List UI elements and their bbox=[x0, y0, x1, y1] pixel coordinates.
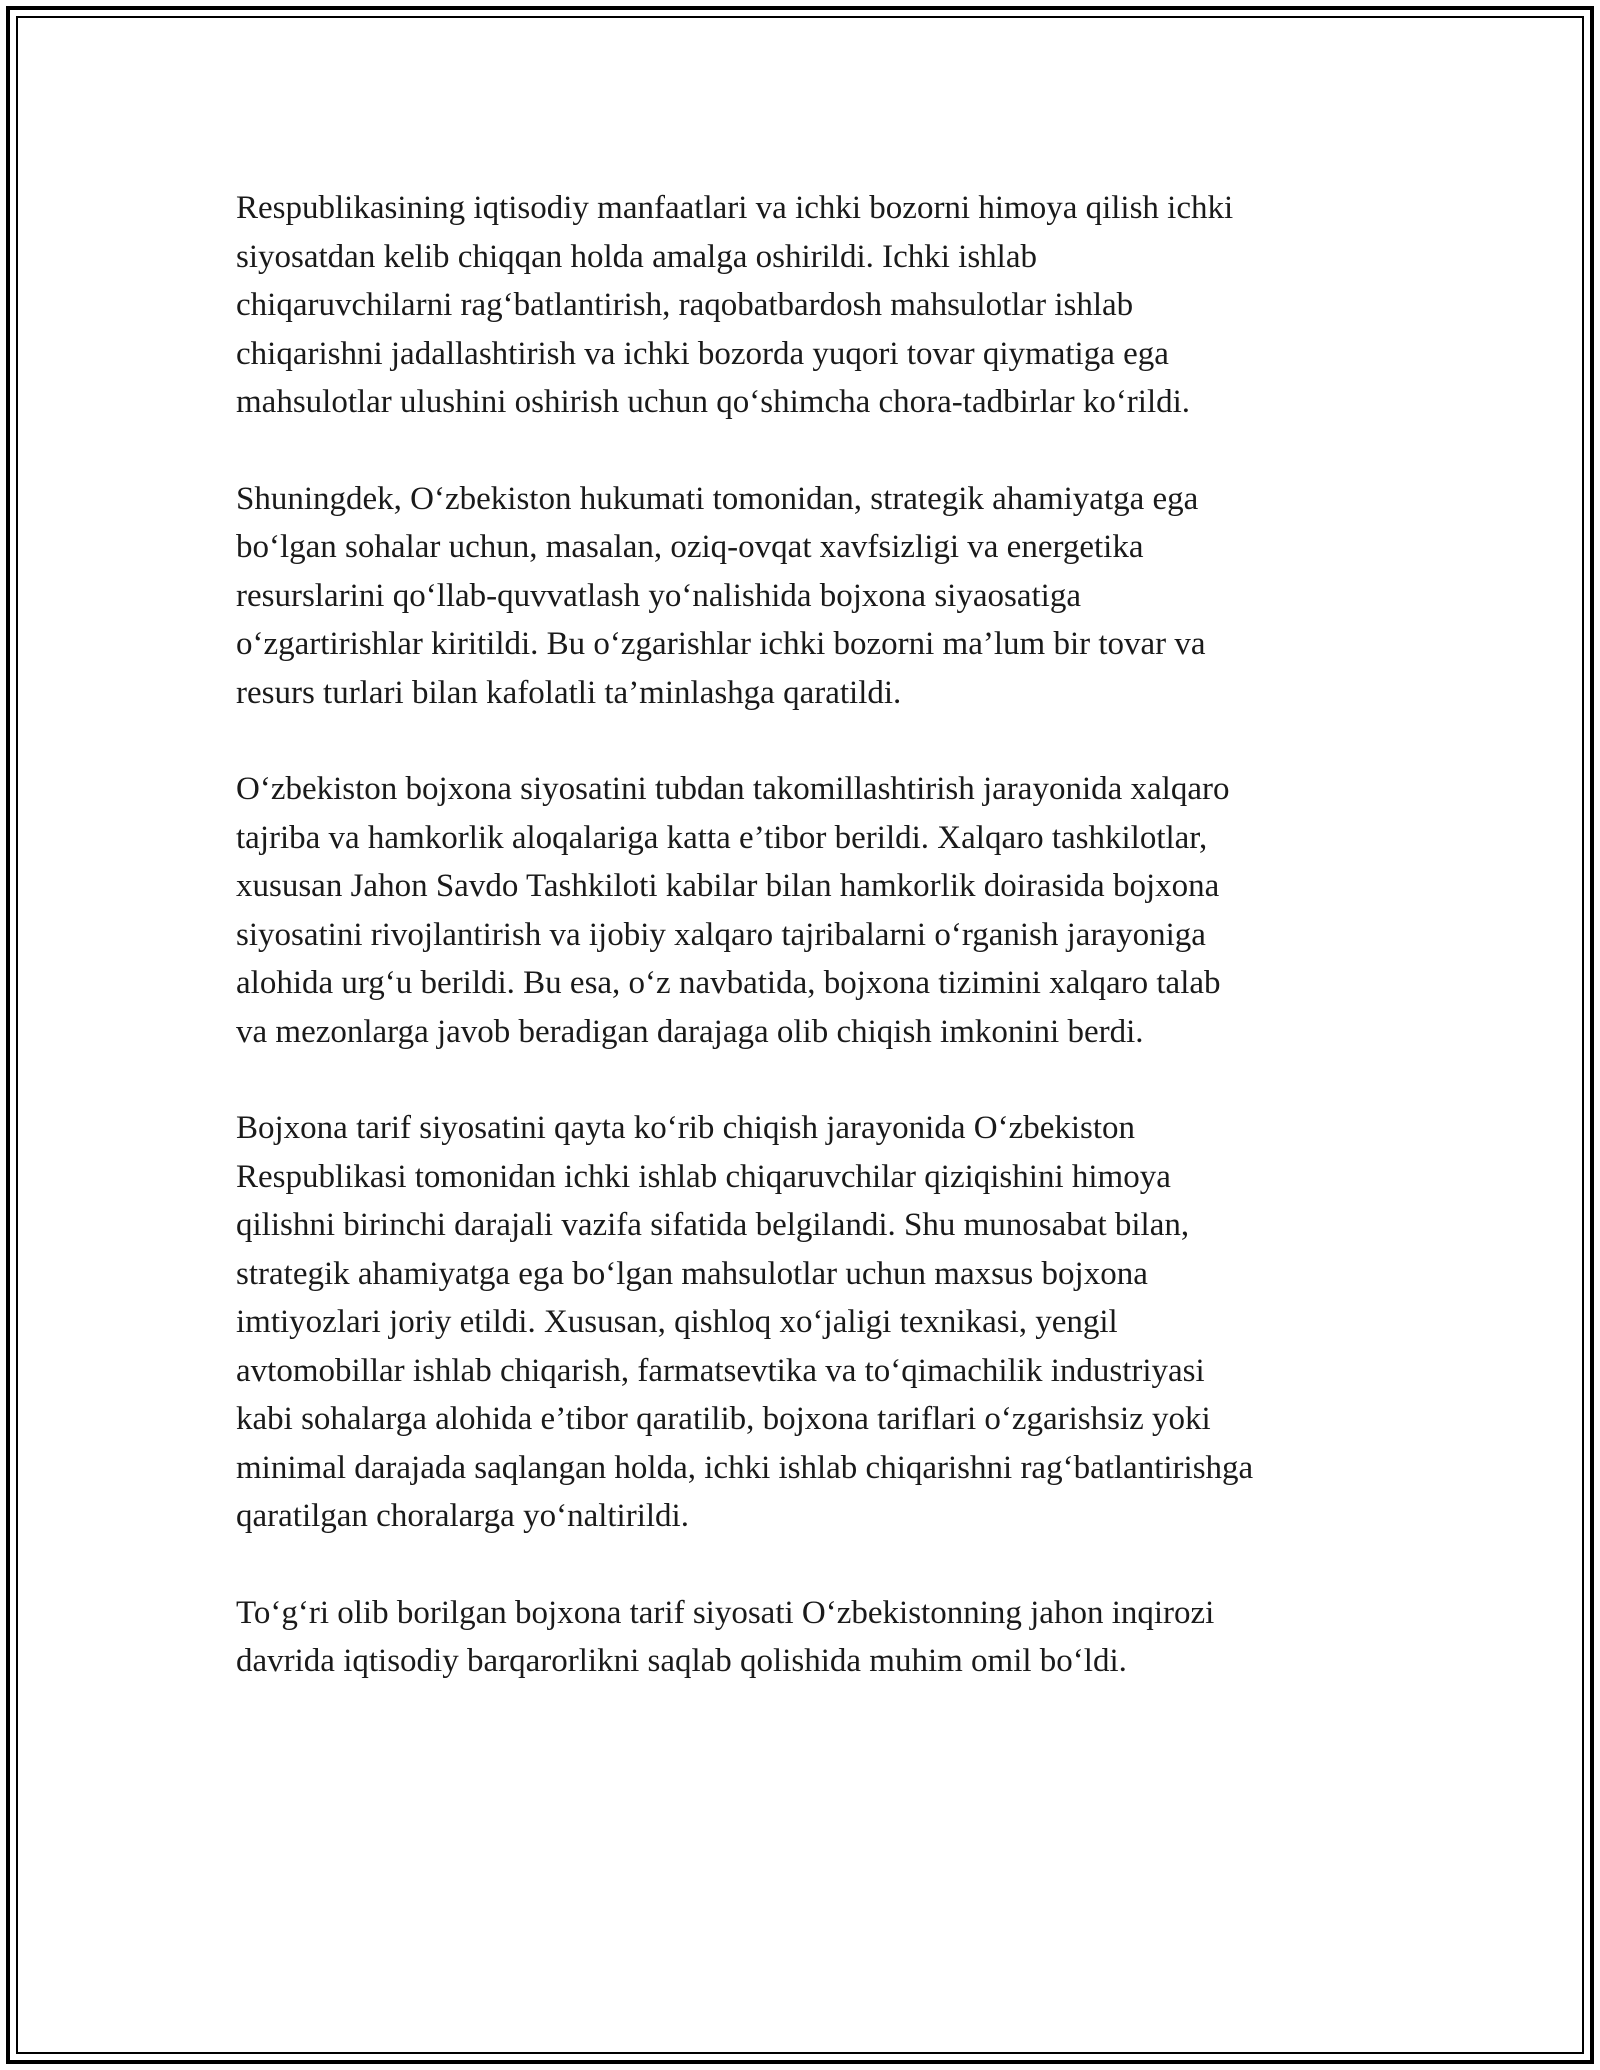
paragraph-4 bbox=[236, 1104, 1386, 1541]
text-line: imtiyozlari joriy etildi. Xususan, qishloq xo‘jaligi texnikasi, yengil bbox=[236, 1304, 1118, 1340]
text-line: siyosatini rivojlantirish va ijobiy xalqaro tajribalarni o‘rganish jarayoniga bbox=[236, 916, 1206, 953]
text-line: Bojxona tarif siyosatini qayta ko‘rib chiqish jarayonida O‘zbekiston bbox=[236, 1110, 1136, 1146]
text-line: To‘g‘ri olib borilgan bojxona tarif siyosati O‘zbekistonning jahon inqirozi bbox=[236, 1594, 1215, 1631]
text-line: xususan Jahon Savdo Tashkiloti kabilar bilan hamkorlik doirasida bojxona bbox=[236, 868, 1220, 904]
text-line: Respublikasi tomonidan ichki ishlab chiqaruvchilar qiziqishini himoya bbox=[236, 1158, 1171, 1195]
paragraph-5 bbox=[236, 1589, 1386, 1686]
text-line: davrida iqtisodiy barqarorlikni saqlab qolishida muhim omil bo‘ldi. bbox=[236, 1643, 1127, 1679]
text-line: avtomobillar ishlab chiqarish, farmatsevtika va to‘qimachilik industriyasi bbox=[236, 1352, 1205, 1389]
text-line: Respublikasining iqtisodiy manfaatlari va ichki bozorni himoya qilish ichki bbox=[236, 190, 1234, 226]
text-line: tajriba va hamkorlik aloqalariga katta e’tibor berildi. Xalqaro tashkilotlar, bbox=[236, 819, 1208, 856]
text-line: O‘zbekiston bojxona siyosatini tubdan takomillashtirish jarayonida xalqaro bbox=[236, 771, 1230, 807]
text-line: qaratilgan choralarga yo‘naltirildi. bbox=[236, 1498, 689, 1534]
text-line: va mezonlarga javob beradigan darajaga olib chiqish imkonini berdi. bbox=[236, 1013, 1144, 1050]
paragraph-2 bbox=[236, 475, 1386, 718]
text-line: Shuningdek, O‘zbekiston hukumati tomonidan, strategik ahamiyatga ega bbox=[236, 480, 1199, 517]
paragraph-3 bbox=[236, 765, 1386, 1056]
text-line: strategik ahamiyatga ega bo‘lgan mahsulotlar uchun maxsus bojxona bbox=[236, 1255, 1148, 1292]
text-line: alohida urg‘u berildi. Bu esa, o‘z navbatida, bojxona tizimini xalqaro talab bbox=[236, 965, 1221, 1001]
paragraph-1 bbox=[236, 184, 1386, 427]
text-line: siyosatdan kelib chiqqan holda amalga oshirildi. Ichki ishlab bbox=[236, 238, 1037, 275]
document-body bbox=[236, 184, 1386, 1734]
text-line: resurs turlari bilan kafolatli ta’minlashga qaratildi. bbox=[236, 674, 902, 711]
text-line: resurslarini qo‘llab-quvvatlash yo‘nalishida bojxona siyaosatiga bbox=[236, 577, 1081, 614]
text-line: o‘zgartirishlar kiritildi. Bu o‘zgarishlar ichki bozorni ma’lum bir tovar va bbox=[236, 626, 1206, 662]
text-line: chiqaruvchilarni rag‘batlantirish, raqobatbardosh mahsulotlar ishlab bbox=[236, 287, 1134, 323]
text-line: qilishni birinchi darajali vazifa sifatida belgilandi. Shu munosabat bilan, bbox=[236, 1207, 1190, 1243]
text-line: mahsulotlar ulushini oshirish uchun qo‘shimcha chora-tadbirlar ko‘rildi. bbox=[236, 384, 1191, 420]
text-line: minimal darajada saqlangan holda, ichki ishlab chiqarishni rag‘batlantirishga bbox=[236, 1449, 1254, 1486]
text-line: chiqarishni jadallashtirish va ichki bozorda yuqori tovar qiymatiga ega bbox=[236, 335, 1169, 372]
text-line: bo‘lgan sohalar uchun, masalan, oziq-ovqat xavfsizligi va energetika bbox=[236, 529, 1144, 565]
text-line: kabi sohalarga alohida e’tibor qaratilib, bojxona tariflari o‘zgarishsiz yoki bbox=[236, 1401, 1211, 1437]
